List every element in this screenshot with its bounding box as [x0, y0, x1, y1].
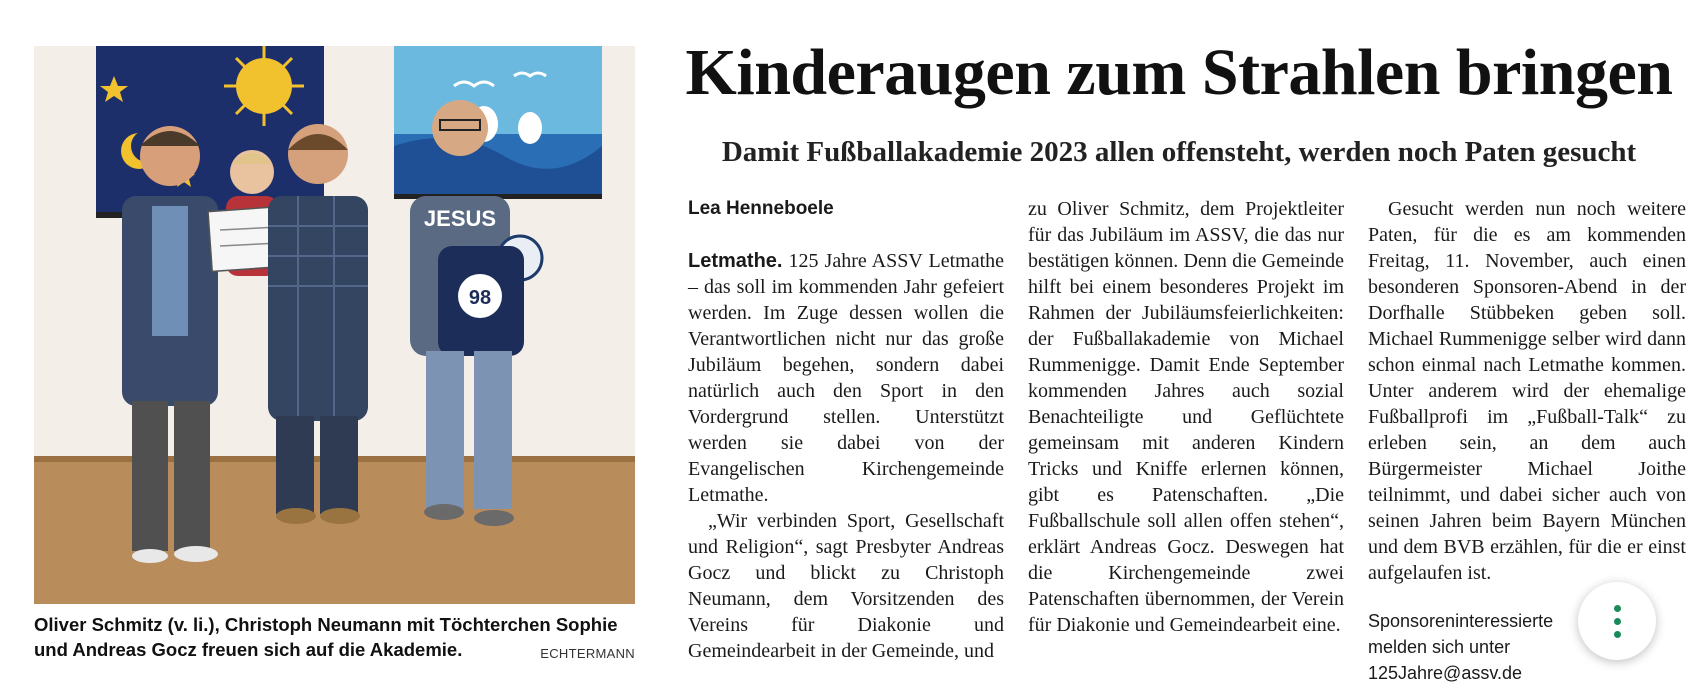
author-name: Lea Henneboele — [688, 198, 834, 219]
article-paragraph-2: „Wir verbinden Sport, Gesellschaft und Religion“, sagt Presbyter Andreas Gocz und blickt zu Christoph Neumann, dem Vorsitzenden des Vereins für Diakonie und Gemeindearbeit in der Gemeinde, und — [688, 510, 1004, 662]
article-photo — [34, 46, 635, 604]
article-column-1 — [688, 196, 1004, 664]
more-vertical-icon — [1614, 605, 1621, 638]
article-paragraph-1 — [688, 248, 1004, 508]
svg-text:98: 98 — [468, 287, 492, 309]
photo-credit: ECHTERMANN — [540, 646, 635, 661]
photo-illustration — [34, 46, 635, 604]
article-paragraph-3: zu Oliver Schmitz, dem Projektleiter für das Jubiläum im ASSV, die das nur bestätigen können. Denn die Gemeinde hilft bei einem besonderes Projekt im Rahmen der Jubiläumsfeierlichkeiten: der Fußballakademie von Michael Rummenigge. Damit Ende September kommenden Jahres auch sozial Benachteiligte und Geflüchtete gemeinsam mit anderen Kindern Tricks und Kniffe erlernen können, gibt es Patenschaften. „Die Fußballschule soll allen offen stehen“, erklärt Andreas Gocz. Deswegen hat die Kirchengemeinde zwei Patenschaften übernommen, der Verein für Diakonie und Gemeindearbeit eine. — [1028, 198, 1344, 636]
more-options-button[interactable] — [1578, 582, 1656, 660]
caption-text: Oliver Schmitz (v. li.), Christoph Neumann mit Töchterchen Sophie und Andreas Gocz freuen sich auf die Akademie. — [34, 614, 618, 660]
sponsor-note: Sponsoreninteressierte melden sich unter 125Jahre@assv.de — [1368, 611, 1554, 683]
dateline: Letmathe. — [688, 250, 783, 272]
paragraph-1-text: 125 Jahre ASSV Letmathe – das soll im kommenden Jahr gefeiert werden. Im Zuge dessen wollen die Verantwortlichen nicht nur das große Jubiläum begehen, sondern dabei natürlich auch den Sport in den Vordergrund stellen. Unterstützt werden sie dabei von der Evangelischen Kirchengemeinde Letmathe. — [688, 250, 1005, 506]
article-paragraph-4: Gesucht werden nun noch weitere Paten, für die es am kommenden Freitag, 11. November, auch einen besonderen Sponsoren-Abend in der Dorfhalle Stübbeken geben soll. Michael Rummenigge selber wird dann schon einmal nach Letmathe kommen. Unter anderem wird der ehemalige Fußballprofi im „Fußball-Talk“ zu erleben sein, an dem auch Bürgermeister Michael Joithe teilnimmt, und dabei sicher auch von seinen Jahren beim Bayern München und dem BVB erzählen, für die er einst aufgelaufen ist. — [1368, 198, 1686, 584]
article-column-2 — [1028, 196, 1344, 638]
headline: Kinderaugen zum Strahlen bringen — [685, 36, 1673, 109]
photo-caption — [34, 612, 635, 666]
subheadline: Damit Fußballakademie 2023 allen offensteht, werden noch Paten gesucht — [721, 136, 1637, 168]
shirt-text: JESUS — [423, 206, 497, 231]
